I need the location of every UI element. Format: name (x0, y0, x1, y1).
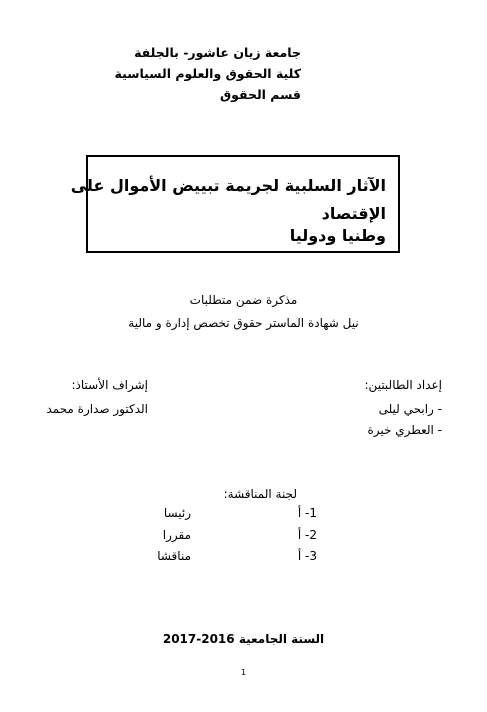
committee-member-number: 1- أ (297, 506, 317, 520)
student-name-1: - رابحي ليلى (378, 402, 442, 416)
supervisor-name: الدكتور صدارة محمد (46, 402, 148, 416)
thesis-title-line-1: الآثار السلبية لجريمة تبييض الأموال على (70, 176, 386, 195)
university-name: جامعة زيان عاشور- بالجلفة (134, 45, 301, 60)
memo-line-2: نيل شهادة الماستر حقوق تخصص إدارة و مالية (128, 316, 359, 330)
faculty-name: كلية الحقوق والعلوم السياسية (114, 66, 301, 81)
committee-member-role: رئيسا (163, 506, 191, 520)
supervisor-label: إشراف الأستاذ: (71, 378, 148, 392)
thesis-title-line-3: وطنيا ودوليا (289, 226, 386, 245)
student-name-2: - العطري خيرة (367, 423, 442, 437)
committee-label: لجنة المناقشة: (223, 487, 297, 501)
committee-member-number: 3- أ (297, 549, 317, 563)
page-number: 1 (240, 668, 247, 677)
students-label: إعداد الطالبتين: (364, 378, 442, 392)
committee-member-role: مقررا (162, 528, 191, 542)
committee-member-role: مناقشا (157, 549, 191, 563)
academic-year: السنة الجامعية 2016-2017 (162, 632, 325, 646)
thesis-title-box (70, 155, 400, 253)
committee-member-number: 2- أ (297, 528, 317, 542)
thesis-title-line-2: الإقتصاد (321, 204, 386, 223)
department-name: قسم الحقوق (219, 87, 301, 102)
memo-line-1: مذكرة ضمن متطلبات (189, 293, 298, 307)
